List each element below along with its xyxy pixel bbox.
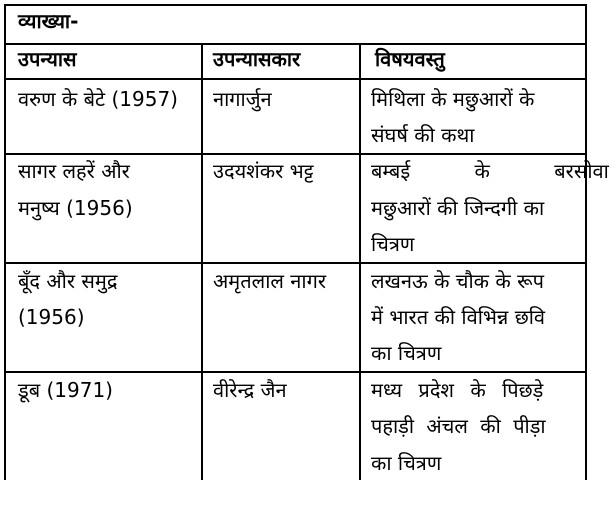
subject-line: बम्बई के बरसोवा: [371, 159, 609, 183]
subject-line: में भारत की विभिन्न छवि: [371, 305, 546, 329]
author-cell: अमृतलाल नागर: [213, 269, 327, 293]
header-subject: विषयवस्तु: [375, 47, 445, 71]
subject-word: मिथिला के मछुआरों के: [371, 87, 535, 111]
subject-line: का चित्रण: [371, 451, 442, 475]
novel-cell: डूब (1971): [18, 378, 113, 402]
table-border-left: [4, 4, 6, 480]
header-divider-bottom: [4, 78, 586, 80]
subject-line: संघर्ष की कथा: [371, 123, 475, 147]
subject-line: पहाड़ी अंचल की पीड़ा: [371, 414, 546, 438]
author-cell: नागार्जुन: [213, 87, 272, 111]
novel-cell: मनुष्य (1956): [18, 196, 133, 220]
table-border-top: [4, 4, 586, 6]
header-novel: उपन्यास: [18, 47, 77, 71]
header-author: उपन्यासकार: [213, 47, 301, 71]
author-cell: उदयशंकर भट्ट: [213, 159, 314, 183]
column-divider: [201, 43, 203, 480]
novel-cell: वरुण के बेटे (1957): [18, 87, 178, 111]
subject-line: मध्य प्रदेश के पिछड़े: [371, 378, 544, 402]
novel-cell: (1956): [18, 305, 85, 329]
novel-cell: सागर लहरें और: [18, 159, 130, 183]
author-cell: वीरेन्द्र जैन: [213, 378, 287, 402]
subject-line: लखनऊ के चौक के रूप: [371, 269, 545, 293]
column-divider: [359, 43, 361, 480]
subject-line: चित्रण: [371, 232, 415, 256]
table-border-right: [585, 4, 587, 480]
novel-cell: बूँद और समुद्र: [18, 269, 118, 293]
subject-line: का चित्रण: [371, 341, 442, 365]
subject-line: [371, 81, 585, 117]
page-title: व्याख्या-: [18, 9, 79, 33]
subject-line: मछुआरों की जिन्दगी का: [371, 196, 545, 220]
